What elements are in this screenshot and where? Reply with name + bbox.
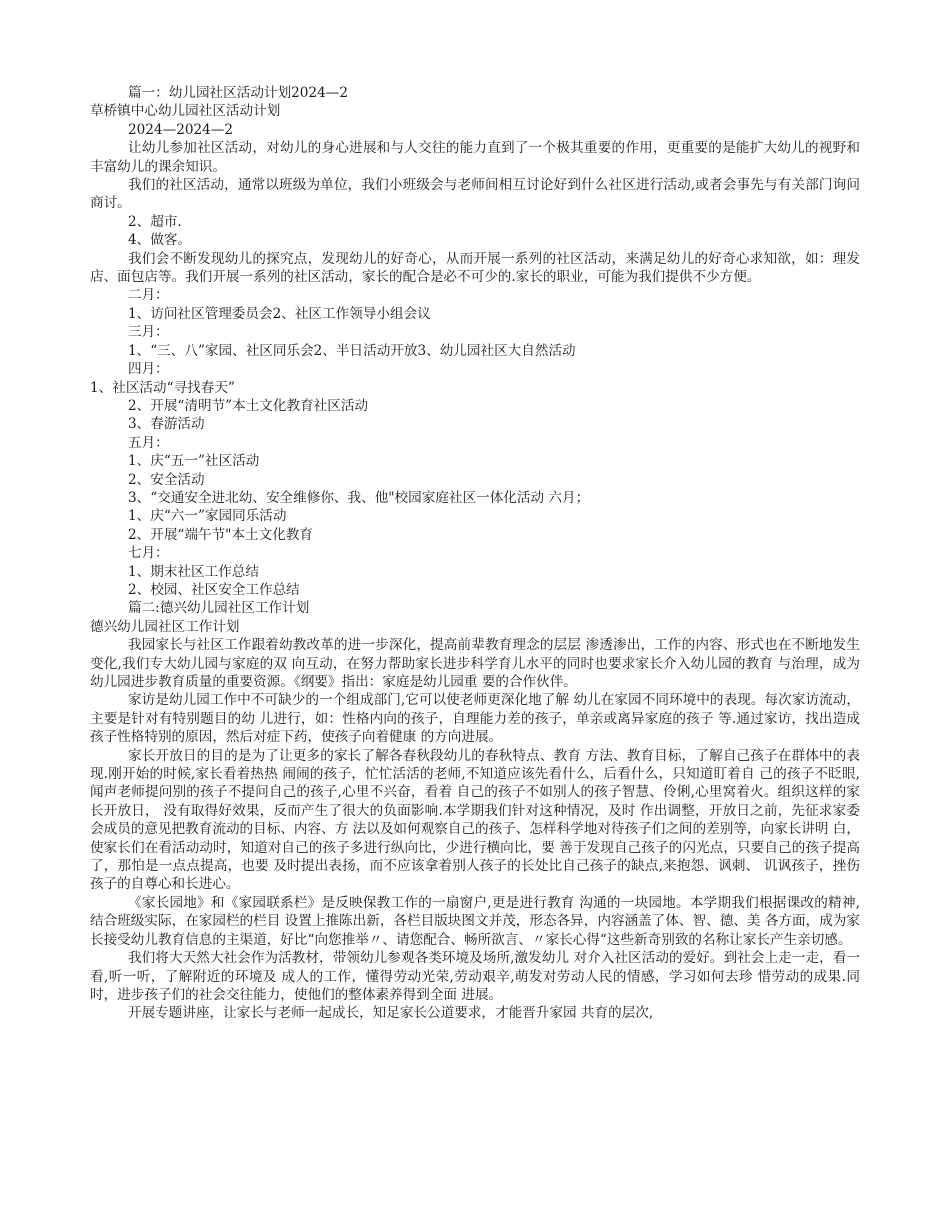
paragraph: 德兴幼儿园社区工作计划 xyxy=(90,618,240,635)
paragraph: 我们将大天然大社会作为活教材，带领幼儿参观各类环境及场所,激发幼儿 对介入社区活动的爱好。到社会上走一走，看一看,听一听，了解附近的环境及 成人的工作，懂得劳动光荣,劳动艰辛,萌发对劳动人民的情感，学习如何去珍 惜劳动的成果.同时，进步孩子们的社会交往能力，使他们的整体素养得到全面 进展。 xyxy=(90,950,860,1003)
paragraph: 1、访问社区管理委员会2、社区工作领导小组会议 xyxy=(128,305,431,322)
paragraph: 四月： xyxy=(128,361,169,378)
paragraph: 开展专题讲座，让家长与老师一起成长，知足家长公道要求，才能晋升家园 共育的层次, xyxy=(128,1005,654,1022)
paragraph: 三月： xyxy=(128,324,169,341)
paragraph: 我们的社区活动，通常以班级为单位，我们小班级会与老师间相互讨论好到什么社区进行活动,或者会事先与有关部门询问商讨。 xyxy=(90,177,860,212)
paragraph: 我们会不断发现幼儿的探究点，发现幼儿的好奇心，从而开展一系列的社区活动，来满足幼儿的好奇心求知欲，如：理发店、面包店等。我们开展一系列的社区活动，家长的配合是必不可少的.家长的职业，可能为我们提供不少方便。 xyxy=(90,250,860,286)
paragraph: 篇二:德兴幼儿园社区工作计划 xyxy=(128,600,310,617)
paragraph: 《家长园地》和《家园联系栏》是反映保教工作的一扇窗户,更是进行教育 沟通的一块园地。本学期我们根据课改的精神,结合班级实际，在家园栏的栏目 设置上推陈出新，各栏目版块图文并茂，形态各异，内容涵盖了体、智、德、美 各方面，成为家长接受幼儿教育信息的主渠道，好比“向您推举〃、请您配合、畅所欲言、〃家长心得“这些新奇别致的名称让家长产生亲切感。 xyxy=(90,894,860,948)
paragraph: 4、做客。 xyxy=(128,232,192,249)
paragraph: 1、庆“六一”家园同乐活动 xyxy=(128,508,287,525)
heading-line: 2024—2024—2 xyxy=(128,121,234,138)
paragraph: 家长开放日的目的是为了让更多的家长了解各春秋段幼儿的春秋特点、教育 方法、教育目标，了解自己孩子在群体中的表现.刚开始的时候,家长看着热热 闹闹的孩子，忙忙活活的老师,不知道应该先看什么，后看什么，只知道盯着自 己的孩子不眨眼,闻声老师提问别的孩子不提问自己的孩子,心里不兴奋，看着 自己的孩子不如别人的孩子智慧、伶俐,心里窝着火。组织这样的家长开放日， 没有取得好效果，反而产生了很大的负面影响.本学期我们针对这种情况，及时 作出调整，开放日之前，先征求家委会成员的意见把教育流动的目标、内容、方 法以及如何观察自己的孩子、怎样科学地对待孩子们之间的差别等，向家长讲明 白，使家长们在看活动动时，知道对自己的孩子多进行纵向比，少进行横向比，要 善于发现自己孩子的闪光点，只要自己的孩子提高了，那怕是一点点提高，也要 及时提出表扬，而不应该拿着别人孩子的长处比自己孩子的缺点,来抱怨、讽刺、 讥讽孩子，挫伤孩子的自尊心和长进心。 xyxy=(90,747,860,893)
document-heading xyxy=(90,84,860,139)
paragraph: 2、开展“清明节”本土文化教育社区活动 xyxy=(128,397,369,414)
paragraph: 2、开展“端午节"本土文化教育 xyxy=(128,526,313,543)
paragraph: 2、超市. xyxy=(128,213,182,230)
paragraph: 五月： xyxy=(128,434,169,451)
paragraph: 七月： xyxy=(128,545,169,562)
document-body xyxy=(90,139,860,1023)
paragraph: 1、期末社区工作总结 xyxy=(128,563,259,580)
paragraph: 1、“三、八”家园、社区同乐会2、半日活动开放3、幼儿园社区大自然活动 xyxy=(128,342,576,359)
paragraph: 我园家长与社区工作跟着幼教改革的进一步深化，提高前辈教育理念的层层 渗透渗出，工作的内容、形式也在不断地发生变化,我们专大幼儿园与家庭的双 向互动，在努力帮助家长进步科学育儿水平的同时也要求家长介入幼儿园的教育 与治理，成为幼儿园进步教育质量的重要资源。《纲要》指出：家庭是幼儿园重 要的合作伙伴。 xyxy=(90,637,860,690)
heading-line: 草桥镇中心幼儿园社区活动计划 xyxy=(90,103,281,120)
paragraph: 家访是幼儿园工作中不可缺少的一个组成部门,它可以使老师更深化地了解 幼儿在家园不同环境中的表现。每次家访流动，主要是针对有特别题目的幼 儿进行，如：性格内向的孩子，自理能力差的孩子，单亲或离异家庭的孩子 等.通过家访，找出造成孩子性格特别的原因，然后对症下药，使孩子向着健康 的方向进展。 xyxy=(90,692,860,746)
paragraph: 二月： xyxy=(128,287,169,304)
paragraph: 2、校园、社区安全工作总结 xyxy=(128,581,300,598)
paragraph: 让幼儿参加社区活动，对幼儿的身心进展和与人交往的能力直到了一个极其重要的作用，更重要的是能扩大幼儿的视野和丰富幼儿的课余知识。 xyxy=(90,140,860,175)
paragraph: 1、社区活动“寻找春天” xyxy=(90,379,235,396)
paragraph: 3、春游活动 xyxy=(128,416,205,433)
paragraph: 3、“交通安全进北幼、安全维修你、我、他"校园家庭社区一体化活动 六月； xyxy=(128,489,590,506)
paragraph: 1、庆“五一”社区活动 xyxy=(128,453,260,470)
paragraph: 2、安全活动 xyxy=(128,471,205,488)
heading-line: 篇一：幼儿园社区活动计划2024—2 xyxy=(128,85,348,101)
